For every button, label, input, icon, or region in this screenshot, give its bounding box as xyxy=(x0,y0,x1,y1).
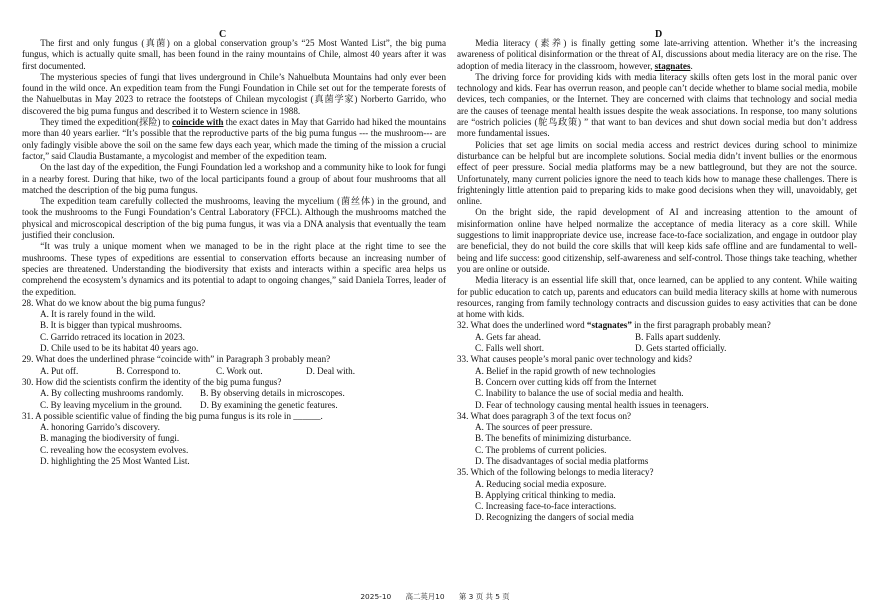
option: B. managing the biodiversity of fungi. xyxy=(40,433,180,444)
option: A. honoring Garrido’s discovery. xyxy=(40,422,160,433)
option: C. Increasing face-to-face interactions. xyxy=(475,501,617,512)
question-29-options xyxy=(40,366,446,377)
option: B. By observing details in microscopes. xyxy=(200,388,345,399)
question-33: 33. What causes people’s moral panic over technology and kids? xyxy=(457,354,693,365)
right-column xyxy=(457,38,857,524)
passage-d-paragraph-5: Media literacy is an essential life skill that, once learned, can be applied to any content. While waiting for public education to catch up, parents and educators can build media literacy skills at home with numerous resources, ranging from family technology contracts and discussion guides to easy activities that can be done at home with kids. xyxy=(457,275,857,320)
option: C. Falls well short. xyxy=(475,343,544,354)
question-33-options xyxy=(475,366,857,411)
question-31: 31. A possible scientific value of finding the big puma fungus is its role in ______. xyxy=(22,410,323,421)
option: B. Applying critical thinking to media. xyxy=(475,489,616,500)
option: A. Belief in the rapid growth of new technologies xyxy=(475,365,656,376)
option: B. Correspond to. xyxy=(116,365,181,376)
question-28: 28. What do we know about the big puma fungus? xyxy=(22,297,206,308)
option: B. Concern over cutting kids off from the Internet xyxy=(475,376,657,387)
option: A. By collecting mushrooms randomly. xyxy=(40,388,184,399)
option: D. The disadvantages of social media platforms xyxy=(475,455,649,466)
passage-c-paragraph-3: They timed the expedition(探险) to coincide with the exact dates in May that Garrido had hiked the mountains more than 40 years earlier. “It’s possible that the reproductive parts of the big puma fungus --- the mushroom--- are only fadingly visible above the soil on the same few days each year, which made the timing of the mission a crucial factor,” said Claudia Bustamante, a mycologist and member of the expedition team. xyxy=(22,117,446,161)
page-footer xyxy=(0,591,870,602)
option: B. Falls apart suddenly. xyxy=(635,331,721,342)
option: C. The problems of current policies. xyxy=(475,444,607,455)
passage-d-paragraph-2: The driving force for providing kids with media literacy skills often gets lost in the moral panic over technology and kids. Fear has overrun reason, and people can’t decide whether to blame social media, mobile devices, tech companies, or the Internet. They are concerned with claims that technology and social media are the causes of teenage mental health issues despite the weak associations. In response, too many solutions are “ostrich policies (鸵鸟政策) ” that want to ban devices and shut down social media but don’t address more fundamental issues. xyxy=(457,71,857,139)
option: B. The benefits of minimizing disturbance. xyxy=(475,433,632,444)
option: C. By leaving mycelium in the ground. xyxy=(40,399,182,410)
question-35: 35. Which of the following belongs to media literacy? xyxy=(457,467,654,478)
footer-date: 2025-10 xyxy=(360,592,392,601)
question-34-options xyxy=(475,422,857,467)
option: C. revealing how the ecosystem evolves. xyxy=(40,444,189,455)
passage-d-paragraph-3: Policies that set age limits on social media access and restrict devices during school to minimize disturbance can be helpful but are incomplete solutions. Social media didn’t invent bullies or the enormous effect of peer pressure. Social media platforms may be a new battleground, but they are not the source. Unfortunately, many current policies ignore the need to teach kids how to manage these challenges. There is frighteningly little attention paid to preparing kids to make good decisions when they will, unavoidably, get online. xyxy=(457,139,857,207)
section-heading-c: C xyxy=(219,29,227,40)
footer-title: 高二英月10 xyxy=(405,592,445,601)
option: B. It is bigger than typical mushrooms. xyxy=(40,320,182,331)
option: D. highlighting the 25 Most Wanted List. xyxy=(40,455,190,466)
section-heading-d: D xyxy=(655,29,663,40)
passage-c-paragraph-6: “It was truly a unique moment when we managed to be in the right place at the right time to see the mushrooms. These types of expeditions are essential to conservation efforts because an increasing number of species are threatened. Understanding the biodiversity that exists and interacts within a specific area helps us comprehend the ecosystem’s dynamics and its potential to adapt to ongoing changes,” said Daniela Torres, leader of the expedition. xyxy=(22,241,446,297)
question-29: 29. What does the underlined phrase “coincide with” in Paragraph 3 probably mean? xyxy=(22,354,331,365)
option: D. Fear of technology causing mental health issues in teenagers. xyxy=(475,399,709,410)
question-32-options xyxy=(475,332,857,355)
question-32: 32. What does the underlined word “stagnates” in the first paragraph probably mean? xyxy=(457,320,771,331)
option: D. Recognizing the dangers of social media xyxy=(475,512,634,523)
question-30-options xyxy=(40,388,446,411)
option: A. The sources of peer pressure. xyxy=(475,422,593,433)
left-column xyxy=(22,38,446,467)
underlined-word: stagnates xyxy=(654,60,691,71)
passage-c-paragraph-2: The mysterious species of fungi that lives underground in Chile’s Nahuelbuta Mountains had only ever been found in the wild once. An expedition team from the Fungi Foundation in Chile set out for the temperate forests of the Nahuelbutas in May 2023 to retrace the footsteps of Chilean mycologist (真菌学家) Norberto Garrido, who discovered the big puma fungus and described it to Western science in 1988. xyxy=(22,71,446,116)
footer-page-number: 第 3 页 共 5 页 xyxy=(458,592,510,601)
option: D. By examining the genetic features. xyxy=(200,399,338,410)
passage-c-paragraph-1: The first and only fungus (真菌) on a global conservation group’s “25 Most Wanted List”, the big puma fungus, which is actually quite small, has been found in the rainy mountains of Chile, almost 40 years after it was first documented. xyxy=(22,38,446,71)
option: A. Reducing social media exposure. xyxy=(475,478,607,489)
passage-c-paragraph-4: On the last day of the expedition, the Fungi Foundation led a workshop and a community hike to look for fungi in a nearby forest. During that hike, two of the local participants found a group of about four mushrooms that all matched the description of the big puma fungus. xyxy=(22,162,446,195)
question-35-options xyxy=(475,479,857,524)
passage-d-paragraph-4: On the bright side, the rapid development of AI and increasing attention to the amount of misinformation online have helped normalize the acceptance of media literacy as a core skill. While suggestions to limit inappropriate device use, increase face-to-face socialization, and engage in outdoor play are beneficial, they do not build the core skills that will keep kids safe offline and are fundamental to well-being and life success: good citizenship, self-awareness and self-control. Those things take teaching, whether you are online or outside. xyxy=(457,207,857,274)
question-34: 34. What does paragraph 3 of the text focus on? xyxy=(457,410,632,421)
option: C. Inability to balance the use of social media and health. xyxy=(475,388,684,399)
passage-d-paragraph-1: Media literacy (素养) is finally getting some late-arriving attention. Whether it’s the increasing awareness of political disinformation or the threat of AI, discussions about media literacy are on the rise. The adoption of media literacy in the classroom, however, stagnates. xyxy=(457,38,857,71)
passage-c-paragraph-5: The expedition team carefully collected the mushrooms, leaving the mycelium (菌丝体) in the ground, and took the mushrooms to the Fungi Foundation’s Central Laboratory (FFCL). Although the mushrooms matched the physical and microscopical description of the big puma fungus, it was via a DNA analysis that eventually the team justified their conclusion. xyxy=(22,196,446,241)
option: D. Deal with. xyxy=(306,365,355,376)
option: D. Gets started officially. xyxy=(635,343,727,354)
option: C. Garrido retraced its location in 2023. xyxy=(40,331,185,342)
option: A. It is rarely found in the wild. xyxy=(40,309,156,320)
option: D. Chile used to be its habitat 40 years ago. xyxy=(40,343,199,354)
option: A. Gets far ahead. xyxy=(475,331,541,342)
option: A. Put off. xyxy=(40,365,79,376)
question-31-options xyxy=(40,422,446,467)
question-30: 30. How did the scientists confirm the identity of the big puma fungus? xyxy=(22,376,282,387)
question-28-options xyxy=(40,309,446,354)
option: C. Work out. xyxy=(216,365,263,376)
underlined-phrase: coincide with xyxy=(172,117,224,128)
